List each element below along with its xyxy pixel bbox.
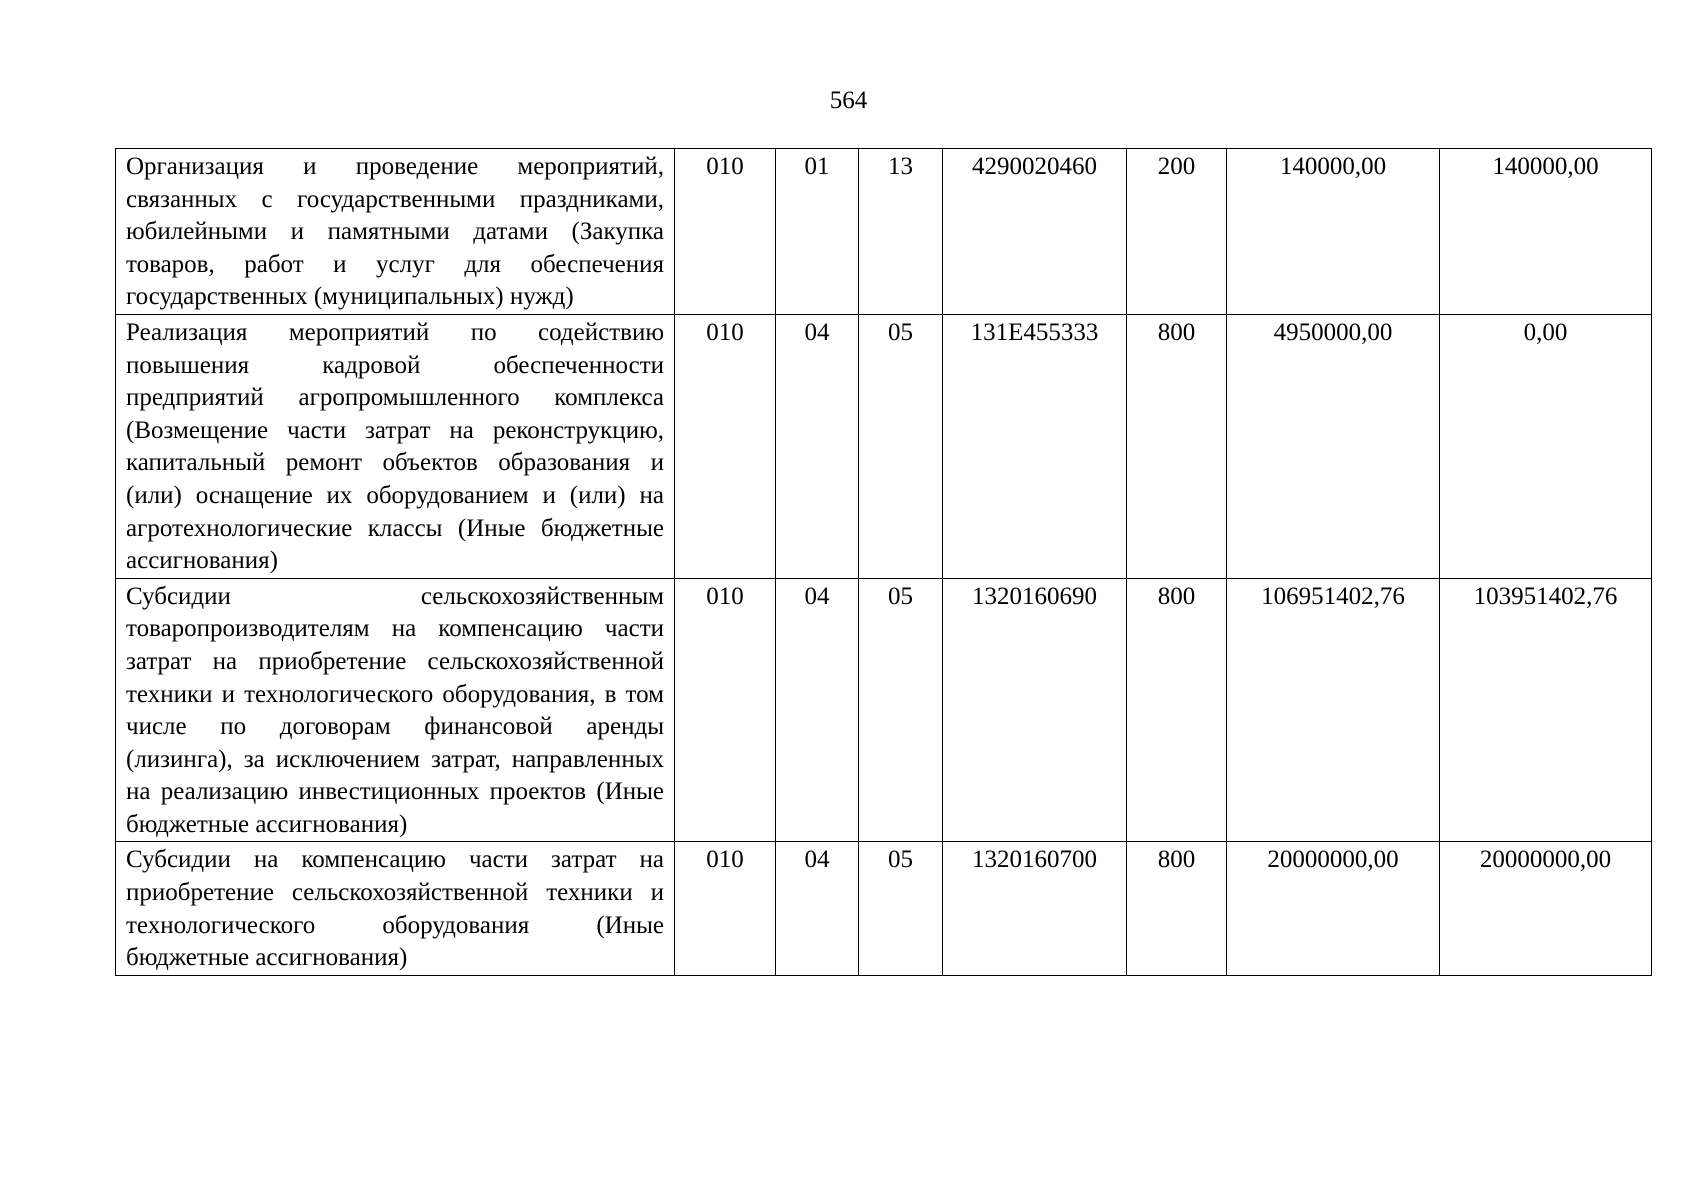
subsection-code: 05 <box>859 314 943 578</box>
expense-type-code: 800 <box>1127 314 1227 578</box>
row-description: Реализация мероприятий по содействию повышения кадровой обеспеченности предприятий агропромышленного комплекса (Возмещение части затрат на реконструкцию, капитальный ремонт объектов образования и (или) оснащение их оборудованием и (или) на агротехнологические классы (Иные бюджетные ассигнования) <box>116 314 675 578</box>
section-code: 04 <box>776 842 859 975</box>
ministry-code: 010 <box>675 149 776 315</box>
expense-type-code: 800 <box>1127 578 1227 842</box>
target-article-code: 1320160690 <box>943 578 1127 842</box>
target-article-code: 131Е455333 <box>943 314 1127 578</box>
row-description: Субсидии сельскохозяйственным товаропроизводителям на компенсацию части затрат на приобретение сельскохозяйственной техники и технологического оборудования, в том числе по договорам финансовой аренды (лизинга), за исключением затрат, направленных на реализацию инвестиционных проектов (Иные бюджетные ассигнования) <box>116 578 675 842</box>
table-row <box>116 314 1652 578</box>
table-row <box>116 578 1652 842</box>
section-code: 04 <box>776 314 859 578</box>
expense-type-code: 200 <box>1127 149 1227 315</box>
amount-1: 20000000,00 <box>1227 842 1440 975</box>
target-article-code: 1320160700 <box>943 842 1127 975</box>
amount-1: 4950000,00 <box>1227 314 1440 578</box>
amount-1: 140000,00 <box>1227 149 1440 315</box>
amount-2: 0,00 <box>1440 314 1652 578</box>
subsection-code: 05 <box>859 842 943 975</box>
row-description: Субсидии на компенсацию части затрат на приобретение сельскохозяйственной техники и технологического оборудования (Иные бюджетные ассигнования) <box>116 842 675 975</box>
row-description: Организация и проведение мероприятий, связанных с государственными праздниками, юбилейными и памятными датами (Закупка товаров, работ и услуг для обеспечения государственных (муниципальных) нужд) <box>116 149 675 315</box>
ministry-code: 010 <box>675 578 776 842</box>
amount-2: 103951402,76 <box>1440 578 1652 842</box>
amount-2: 140000,00 <box>1440 149 1652 315</box>
page-number: 564 <box>829 87 868 114</box>
budget-table <box>115 148 1652 976</box>
table-row <box>116 149 1652 315</box>
target-article-code: 4290020460 <box>943 149 1127 315</box>
section-code: 01 <box>776 149 859 315</box>
amount-1: 106951402,76 <box>1227 578 1440 842</box>
ministry-code: 010 <box>675 842 776 975</box>
table-row <box>116 842 1652 975</box>
expense-type-code: 800 <box>1127 842 1227 975</box>
amount-2: 20000000,00 <box>1440 842 1652 975</box>
subsection-code: 05 <box>859 578 943 842</box>
subsection-code: 13 <box>859 149 943 315</box>
section-code: 04 <box>776 578 859 842</box>
ministry-code: 010 <box>675 314 776 578</box>
